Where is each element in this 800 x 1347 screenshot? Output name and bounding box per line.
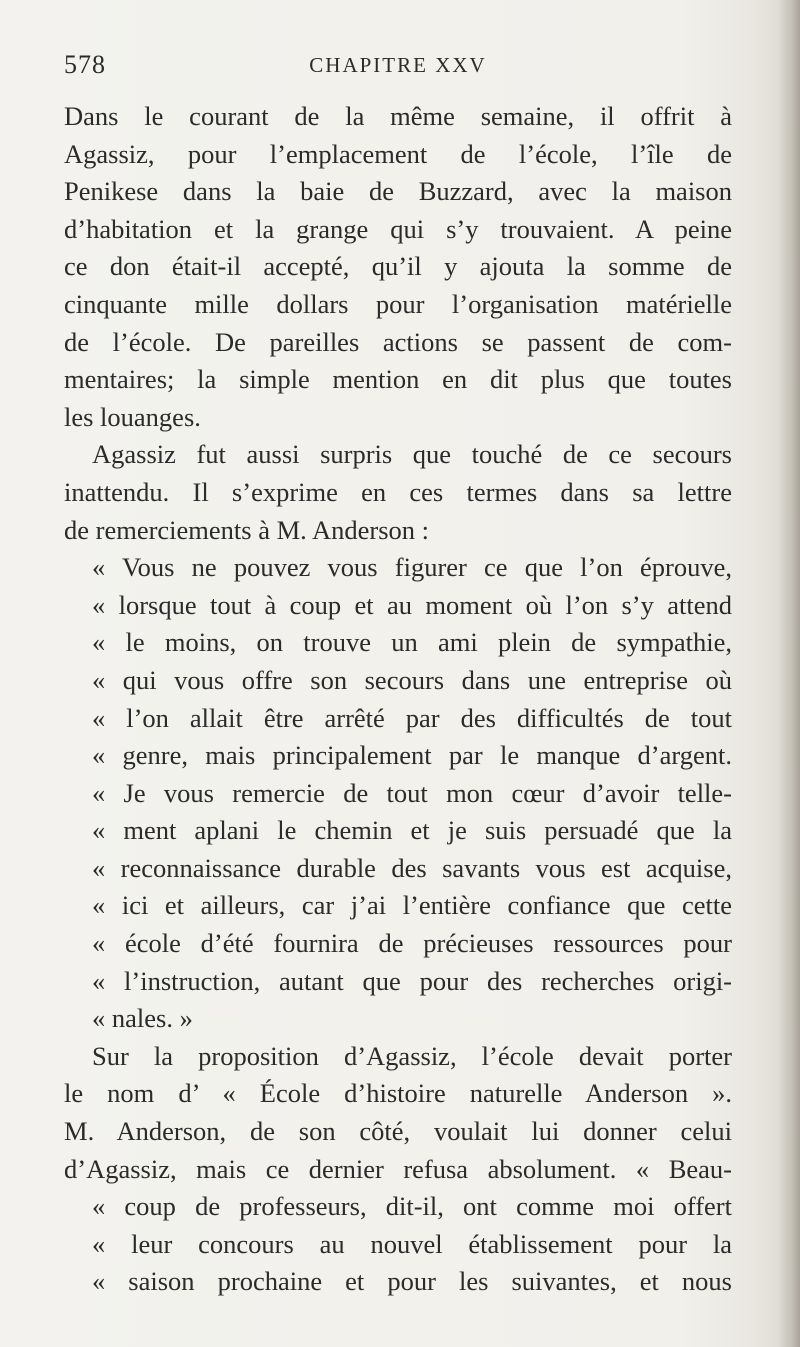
text-line: « leur concours au nouvel établissement pour la	[92, 1228, 732, 1259]
text-line: ce don était-il accepté, qu’il y ajouta la somme de	[64, 251, 732, 282]
text-line: Penikese dans la baie de Buzzard, avec la maison	[64, 176, 732, 207]
text-line: Dans le courant de la même semaine, il offrit à	[64, 101, 732, 131]
text-line: « lorsque tout à coup et au moment où l’on s’y attend	[92, 589, 732, 620]
page-edge-shadow	[778, 0, 800, 1347]
page-number: 578	[64, 50, 106, 79]
text-line: « l’on allait être arrêté par des difficultés de tout	[92, 702, 732, 733]
text-line: Agassiz fut aussi surpris que touché de ce secours	[92, 439, 732, 470]
text-line: « nales. »	[92, 1003, 193, 1034]
text-line: « ici et ailleurs, car j’ai l’entière confiance que cette	[92, 890, 732, 921]
text-line: mentaires; la simple mention en dit plus que toutes	[64, 364, 732, 395]
text-line: « coup de professeurs, dit-il, ont comme moi offert	[92, 1191, 732, 1222]
body-text	[64, 98, 732, 1301]
text-line: Agassiz, pour l’emplacement de l’école, l’île de	[64, 138, 732, 169]
page-header	[64, 50, 732, 90]
text-line: « ment aplani le chemin et je suis persuadé que la	[92, 815, 732, 846]
text-line: inattendu. Il s’exprime en ces termes dans sa lettre	[64, 476, 732, 507]
running-head: CHAPITRE XXV	[309, 53, 487, 77]
text-line: « saison prochaine et pour les suivantes, et nous	[92, 1266, 732, 1297]
text-line: M. Anderson, de son côté, voulait lui donner celui	[64, 1116, 732, 1147]
text-line: de remerciements à M. Anderson :	[64, 514, 429, 545]
text-line: cinquante mille dollars pour l’organisation matérielle	[64, 288, 732, 319]
text-line: « école d’été fournira de précieuses ressources pour	[92, 928, 732, 959]
text-line: « qui vous offre son secours dans une entreprise où	[92, 664, 732, 695]
text-line: d’habitation et la grange qui s’y trouvaient. A peine	[64, 213, 732, 244]
text-line: de l’école. De pareilles actions se passent de com-	[64, 326, 732, 357]
text-line: « l’instruction, autant que pour des recherches origi-	[92, 965, 732, 996]
text-line: « Je vous remercie de tout mon cœur d’avoir telle-	[92, 777, 732, 808]
text-line: « le moins, on trouve un ami plein de sympathie,	[92, 627, 732, 658]
text-line: le nom d’ « École d’histoire naturelle Anderson ».	[64, 1078, 732, 1109]
text-line: d’Agassiz, mais ce dernier refusa absolument. « Beau-	[64, 1153, 732, 1184]
text-line: « genre, mais principalement par le manque d’argent.	[92, 740, 732, 771]
text-line: « reconnaissance durable des savants vous est acquise,	[92, 852, 732, 883]
text-line: « Vous ne pouvez vous figurer ce que l’on éprouve,	[92, 552, 732, 583]
text-line: Sur la proposition d’Agassiz, l’école devait porter	[92, 1040, 732, 1071]
text-line: les louanges.	[64, 401, 201, 432]
